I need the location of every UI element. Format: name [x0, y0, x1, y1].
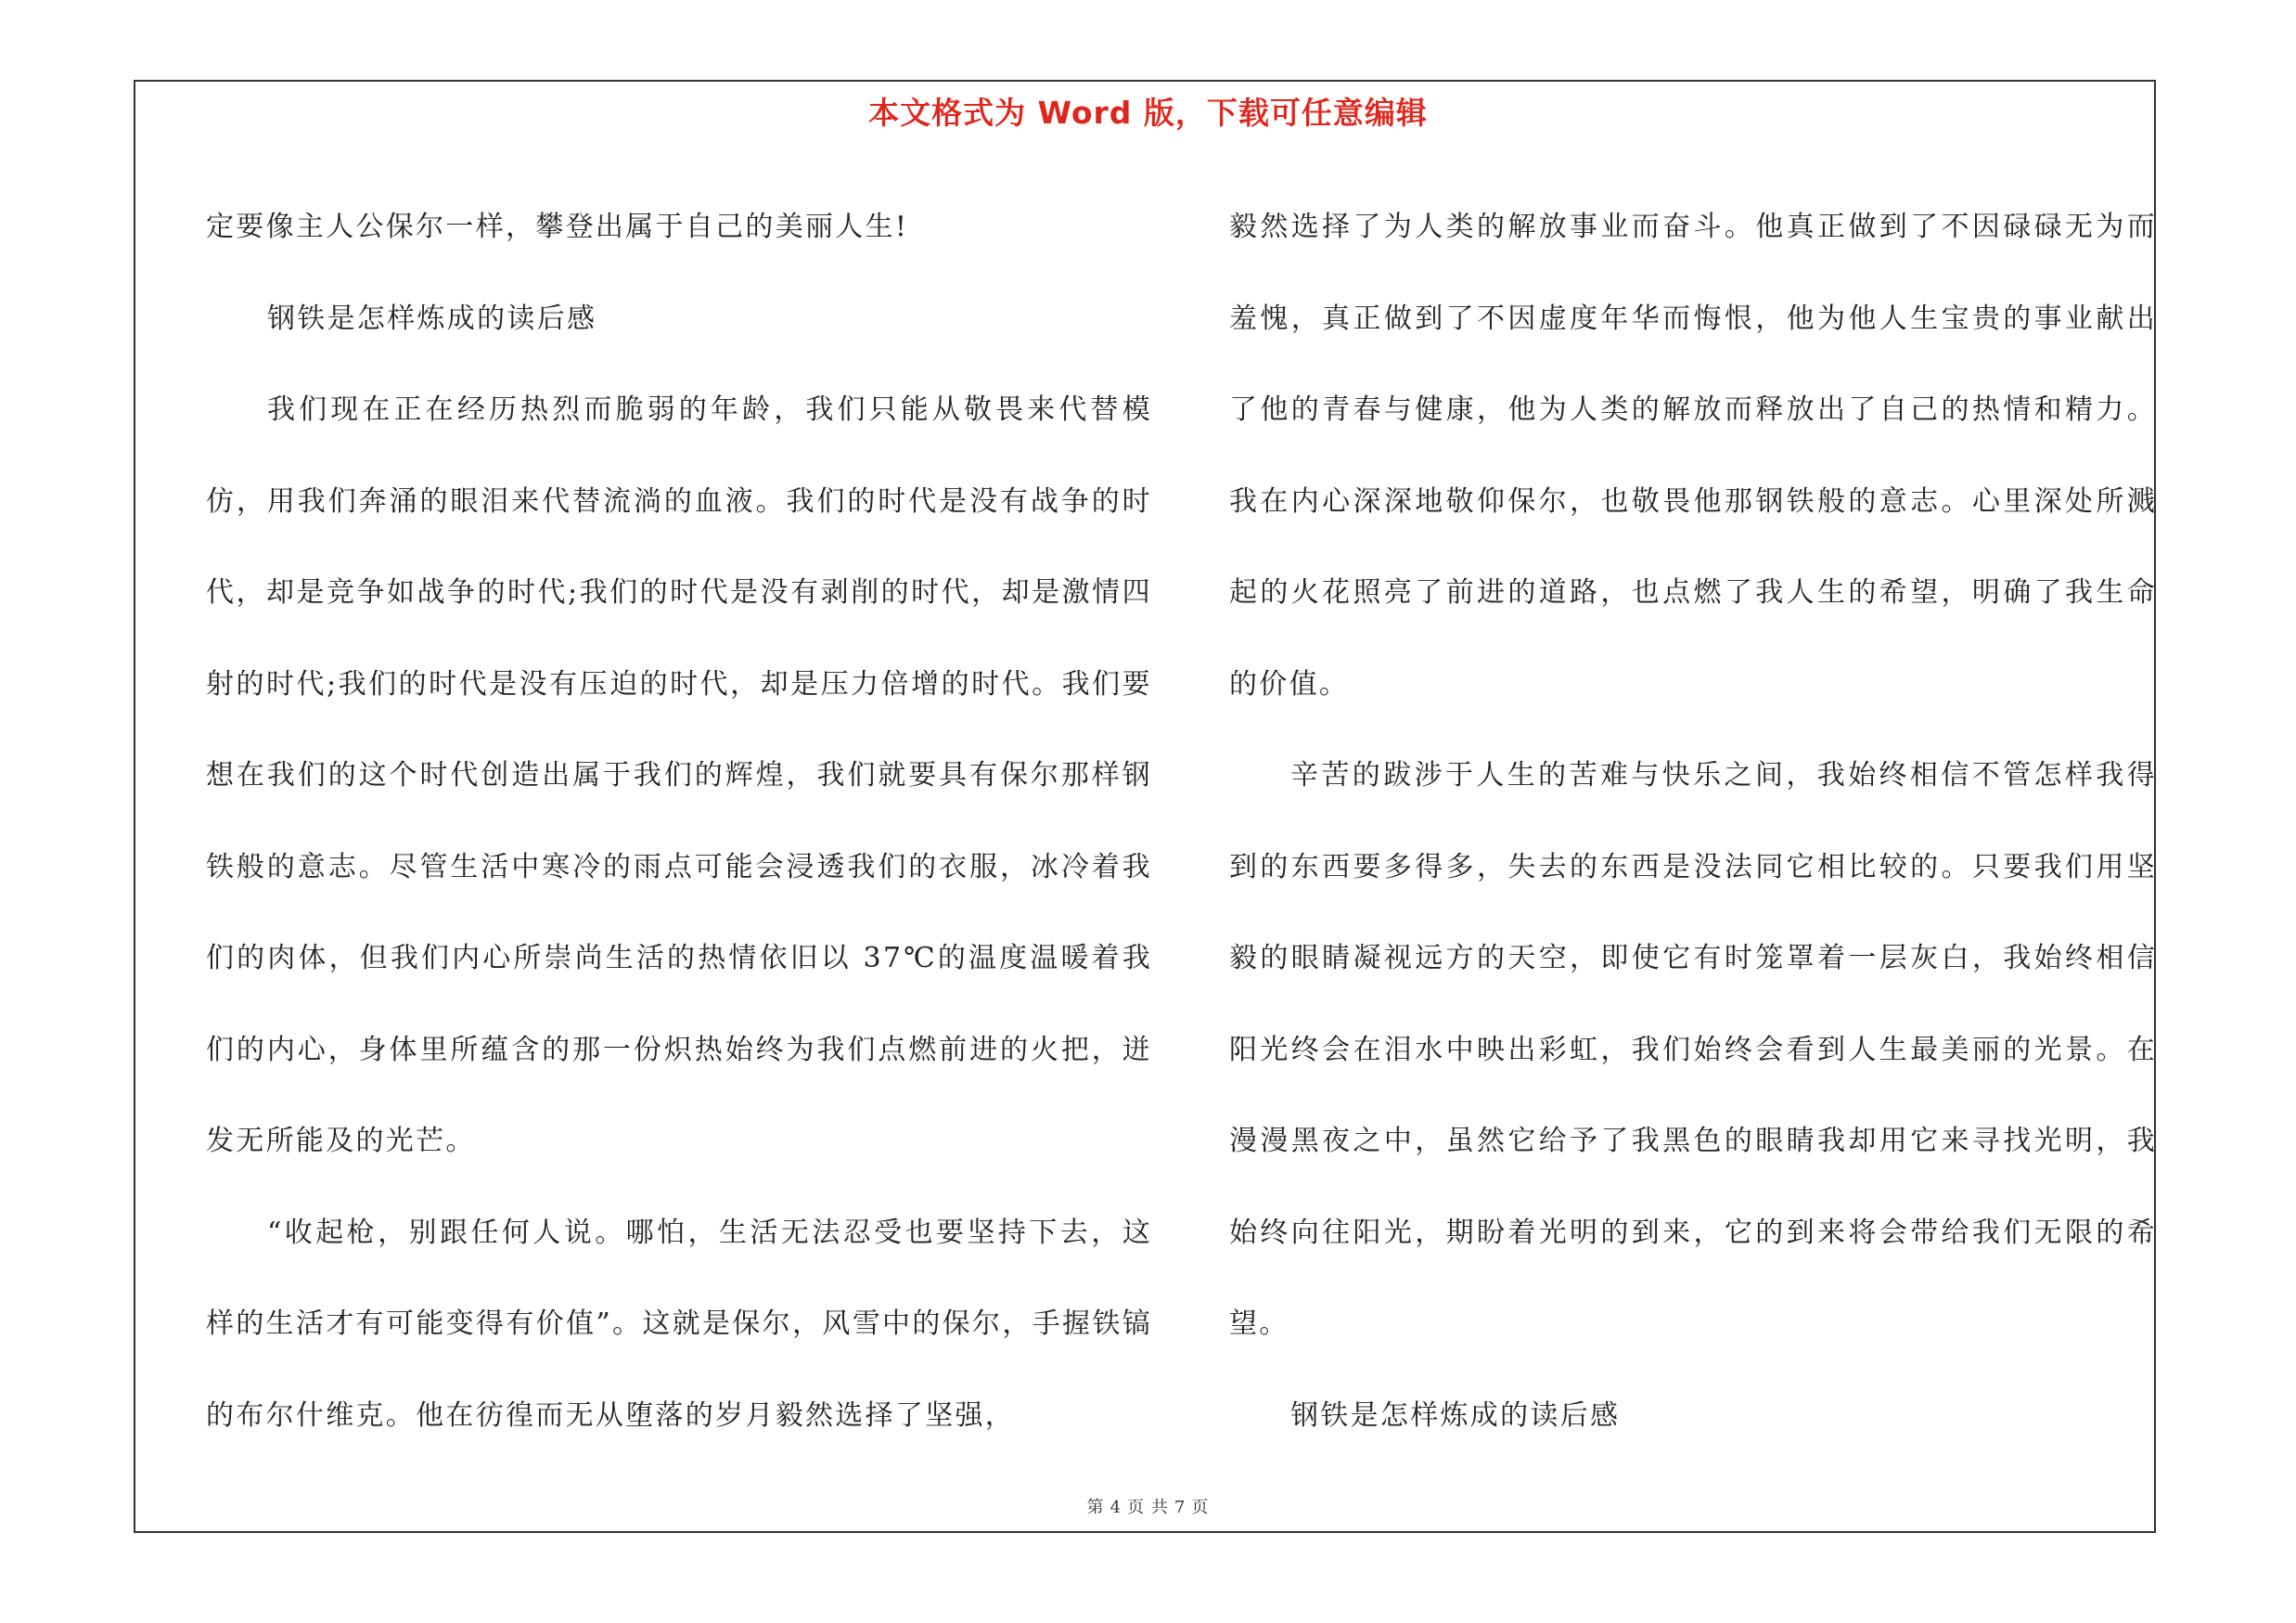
section-heading: 钢铁是怎样炼成的读后感 — [1290, 1398, 1621, 1432]
paragraph-continuation: 定要像主人公保尔一样，攀登出属于自己的美丽人生! — [206, 211, 909, 243]
paragraph: 我们现在正在经历热烈而脆弱的年龄，我们只能从敬畏来代替模仿，用我们奔涌的眼泪来代替流淌的血液。我们的时代是没有战争的时代，却是竞争如战争的时代;我们的时代是没有剥削的时代，却是激情四射的时代;我们的时代是没有压迫的时代，却是压力倍增的时代。我们要想在我们的这个时代创造出属于我们的辉煌，我们就要具有保尔那样钢铁般的意志。尽管生活中寒冷的雨点可能会浸透我们的衣服，冰冷着我们的肉体，但我们内心所崇尚生活的热情依旧以 37℃的温度温暖着我们的内心，身体里所蕴含的那一份炽热始终为我们点燃前进的火把，迸发无所能及的光芒。 — [206, 393, 1152, 1157]
paragraph-continuation: 毅然选择了为人类的解放事业而奋斗。他真正做到了不因碌碌无为而羞愧，真正做到了不因虚度年华而悔恨，他为他人生宝贵的事业献出了他的青春与健康，他为人类的解放而释放出了自己的热情和精力。我在内心深深地敬仰保尔，也敬畏他那钢铁般的意志。心里深处所溅起的火花照亮了前进的道路，也点燃了我人生的希望，明确了我生命的价值。 — [1229, 211, 2157, 701]
page-number-footer — [0, 1494, 2296, 1518]
page-current: 4 — [1110, 1498, 1122, 1517]
page-mid: 页 共 — [1127, 1498, 1169, 1517]
page-total: 7 — [1174, 1498, 1186, 1517]
paragraph: 辛苦的跋涉于人生的苦难与快乐之间，我始终相信不管怎样我得到的东西要多得多，失去的东西是没法同它相比较的。只要我们用坚毅的眼睛凝视远方的天空，即使它有时笼罩着一层灰白，我始终相信阳光终会在泪水中映出彩虹，我们始终会看到人生最美丽的光景。在漫漫黑夜之中，虽然它给予了我黑色的眼睛我却用它来寻找光明，我始终向往阳光，期盼着光明的到来，它的到来将会带给我们无限的希望。 — [1229, 759, 2157, 1340]
left-text-column — [206, 182, 1152, 1462]
word-format-banner: 本文格式为 Word 版，下载可任意编辑 — [868, 95, 1428, 131]
paragraph: “收起枪，别跟任何人说。哪怕，生活无法忍受也要坚持下去，这样的生活才有可能变得有价值”。这就是保尔，风雪中的保尔，手握铁镐的布尔什维克。他在彷徨而无从堕落的岁月毅然选择了坚强， — [206, 1216, 1152, 1432]
page-suffix: 页 — [1191, 1498, 1210, 1517]
right-text-column — [1229, 182, 2157, 1462]
page-prefix: 第 — [1086, 1498, 1105, 1517]
section-heading: 钢铁是怎样炼成的读后感 — [267, 302, 597, 335]
